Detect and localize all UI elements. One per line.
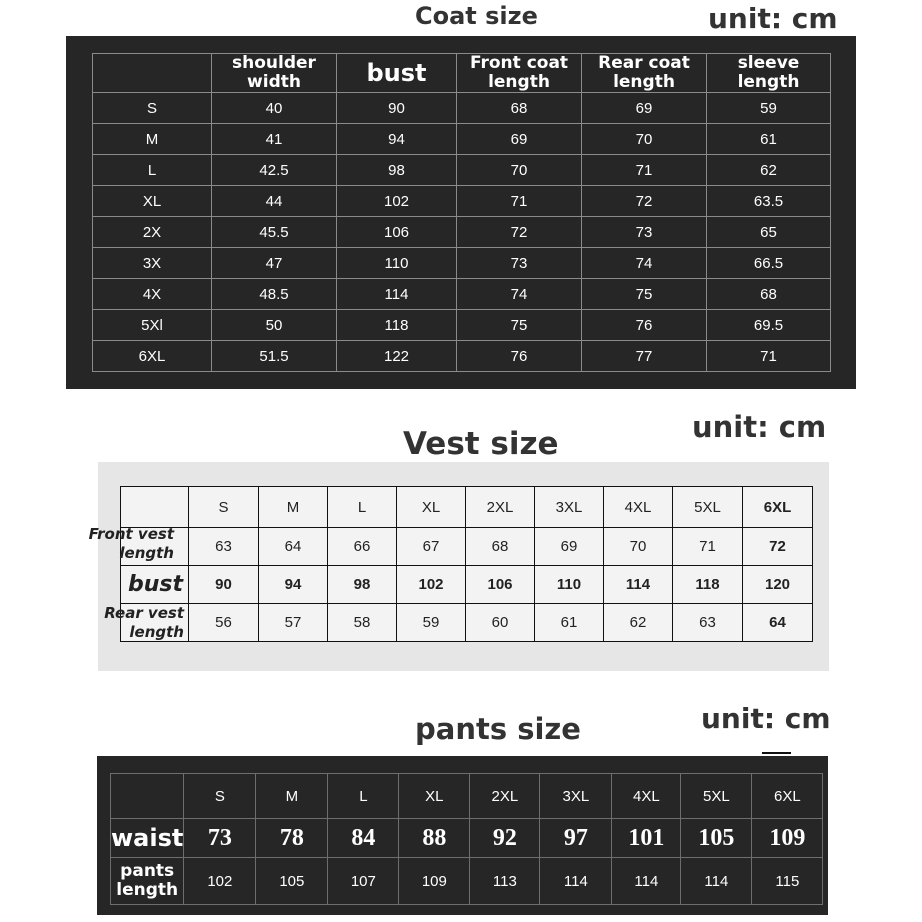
coat-row-m [93,124,831,155]
vest-header-size: 6XL [743,487,813,528]
coat-cell: 47 [212,248,337,279]
coat-cell: 51.5 [212,341,337,372]
coat-size-table [92,53,831,372]
coat-cell: 5Xl [93,310,212,341]
vest-cell: 64 [259,528,328,566]
vest-header-size: S [189,487,259,528]
pants-cell: 113 [470,858,540,905]
coat-cell: 73 [582,217,707,248]
vest-row-front-length [121,528,813,566]
vest-cell: 60 [466,604,535,642]
pants-row-waist [111,819,823,858]
coat-cell: 94 [337,124,457,155]
pants-cell: 107 [328,858,399,905]
vest-cell: 68 [466,528,535,566]
vest-unit: unit: cm [692,410,827,444]
vest-cell: 114 [604,566,673,604]
coat-row-3x [93,248,831,279]
vest-cell: 57 [259,604,328,642]
coat-cell: 90 [337,93,457,124]
vest-cell: 66 [328,528,397,566]
vest-header-size: L [328,487,397,528]
vest-cell: 98 [328,566,397,604]
coat-cell: 72 [582,186,707,217]
coat-cell: 68 [707,279,831,310]
vest-cell: 64 [743,604,813,642]
coat-header-sleeve-length: sleeve length [707,54,831,93]
coat-cell: 63.5 [707,186,831,217]
pants-cell: 92 [470,819,540,858]
coat-cell: 40 [212,93,337,124]
pants-cell: 105 [256,858,328,905]
coat-cell: 98 [337,155,457,186]
coat-cell: 45.5 [212,217,337,248]
vest-cell: 94 [259,566,328,604]
pants-cell: 97 [540,819,612,858]
divider-line [762,752,791,754]
coat-cell: 106 [337,217,457,248]
pants-cell: 88 [399,819,470,858]
vest-header-size: M [259,487,328,528]
pants-label-length: pants length [111,858,184,905]
vest-cell: 56 [189,604,259,642]
coat-cell: 44 [212,186,337,217]
vest-cell: 72 [743,528,813,566]
coat-cell: 70 [582,124,707,155]
vest-cell: 70 [604,528,673,566]
coat-row-xl [93,186,831,217]
coat-cell: XL [93,186,212,217]
coat-cell: L [93,155,212,186]
pants-cell: 109 [752,819,823,858]
coat-cell: 48.5 [212,279,337,310]
coat-cell: 110 [337,248,457,279]
pants-cell: 114 [612,858,681,905]
vest-row-bust [121,566,813,604]
pants-cell: 105 [681,819,752,858]
coat-cell: 68 [457,93,582,124]
coat-cell: 61 [707,124,831,155]
coat-cell: 72 [457,217,582,248]
pants-header-corner [111,774,184,819]
vest-cell: 106 [466,566,535,604]
vest-cell: 59 [397,604,466,642]
coat-header-front-length: Front coat length [457,54,582,93]
coat-cell: 4X [93,279,212,310]
vest-title: Vest size [403,426,559,462]
vest-header-size: 4XL [604,487,673,528]
pants-header-size: 2XL [470,774,540,819]
coat-row-4x [93,279,831,310]
coat-cell: 42.5 [212,155,337,186]
coat-cell: 73 [457,248,582,279]
pants-header-size: 6XL [752,774,823,819]
pants-cell: 115 [752,858,823,905]
coat-header-corner [93,54,212,93]
coat-row-s [93,93,831,124]
pants-cell: 109 [399,858,470,905]
vest-header-corner [121,487,189,528]
coat-row-6xl [93,341,831,372]
coat-row-2x [93,217,831,248]
vest-header-size: 3XL [535,487,604,528]
coat-row-l [93,155,831,186]
coat-cell: 65 [707,217,831,248]
coat-cell: 69 [582,93,707,124]
pants-label-waist: waist [111,819,184,858]
vest-cell: 69 [535,528,604,566]
vest-label-bust: bust [128,572,184,597]
coat-cell: 76 [582,310,707,341]
vest-label-rear-length: Rear vest length [104,604,184,641]
coat-cell: 71 [582,155,707,186]
coat-cell: S [93,93,212,124]
vest-cell: 63 [673,604,743,642]
vest-cell: 90 [189,566,259,604]
coat-header-shoulder-width: shoulder width [212,54,337,93]
coat-cell: 41 [212,124,337,155]
pants-cell: 78 [256,819,328,858]
vest-cell: 102 [397,566,466,604]
coat-cell: 2X [93,217,212,248]
vest-header-size: XL [397,487,466,528]
vest-header-size: 5XL [673,487,743,528]
coat-title: Coat size [415,2,538,30]
pants-cell: 114 [540,858,612,905]
vest-cell: 118 [673,566,743,604]
pants-header-size: L [328,774,399,819]
coat-cell: 74 [582,248,707,279]
coat-cell: 70 [457,155,582,186]
coat-cell: 118 [337,310,457,341]
coat-cell: 75 [457,310,582,341]
coat-cell: 69 [457,124,582,155]
coat-cell: 71 [457,186,582,217]
coat-cell: 122 [337,341,457,372]
pants-cell: 84 [328,819,399,858]
pants-header-row [111,774,823,819]
pants-header-size: M [256,774,328,819]
vest-size-table [120,486,813,642]
coat-cell: 66.5 [707,248,831,279]
pants-header-size: 5XL [681,774,752,819]
pants-cell: 102 [184,858,256,905]
vest-cell: 67 [397,528,466,566]
coat-unit: unit: cm [708,2,838,35]
vest-cell: 110 [535,566,604,604]
coat-cell: 77 [582,341,707,372]
vest-cell: 71 [673,528,743,566]
pants-unit: unit: cm [701,702,831,735]
pants-header-size: S [184,774,256,819]
coat-cell: 71 [707,341,831,372]
coat-cell: 114 [337,279,457,310]
coat-cell: 50 [212,310,337,341]
vest-row-rear-length [121,604,813,642]
pants-header-size: 4XL [612,774,681,819]
coat-cell: 6XL [93,341,212,372]
vest-cell: 63 [189,528,259,566]
coat-cell: 102 [337,186,457,217]
pants-row-length [111,858,823,905]
vest-header-row [121,487,813,528]
coat-header-bust: bust [337,54,457,93]
coat-row-5xl [93,310,831,341]
coat-header-row [93,54,831,93]
vest-header-size: 2XL [466,487,535,528]
vest-cell: 62 [604,604,673,642]
coat-cell: 76 [457,341,582,372]
coat-header-rear-length: Rear coat length [582,54,707,93]
vest-cell: 120 [743,566,813,604]
pants-cell: 114 [681,858,752,905]
coat-cell: M [93,124,212,155]
coat-cell: 74 [457,279,582,310]
coat-cell: 62 [707,155,831,186]
vest-cell: 61 [535,604,604,642]
pants-cell: 101 [612,819,681,858]
coat-cell: 3X [93,248,212,279]
pants-title: pants size [415,712,581,746]
vest-label-front-length: Front vest length [88,525,174,562]
pants-header-size: XL [399,774,470,819]
pants-cell: 73 [184,819,256,858]
coat-cell: 69.5 [707,310,831,341]
vest-cell: 58 [328,604,397,642]
pants-size-table [110,773,823,905]
coat-cell: 59 [707,93,831,124]
pants-header-size: 3XL [540,774,612,819]
coat-cell: 75 [582,279,707,310]
